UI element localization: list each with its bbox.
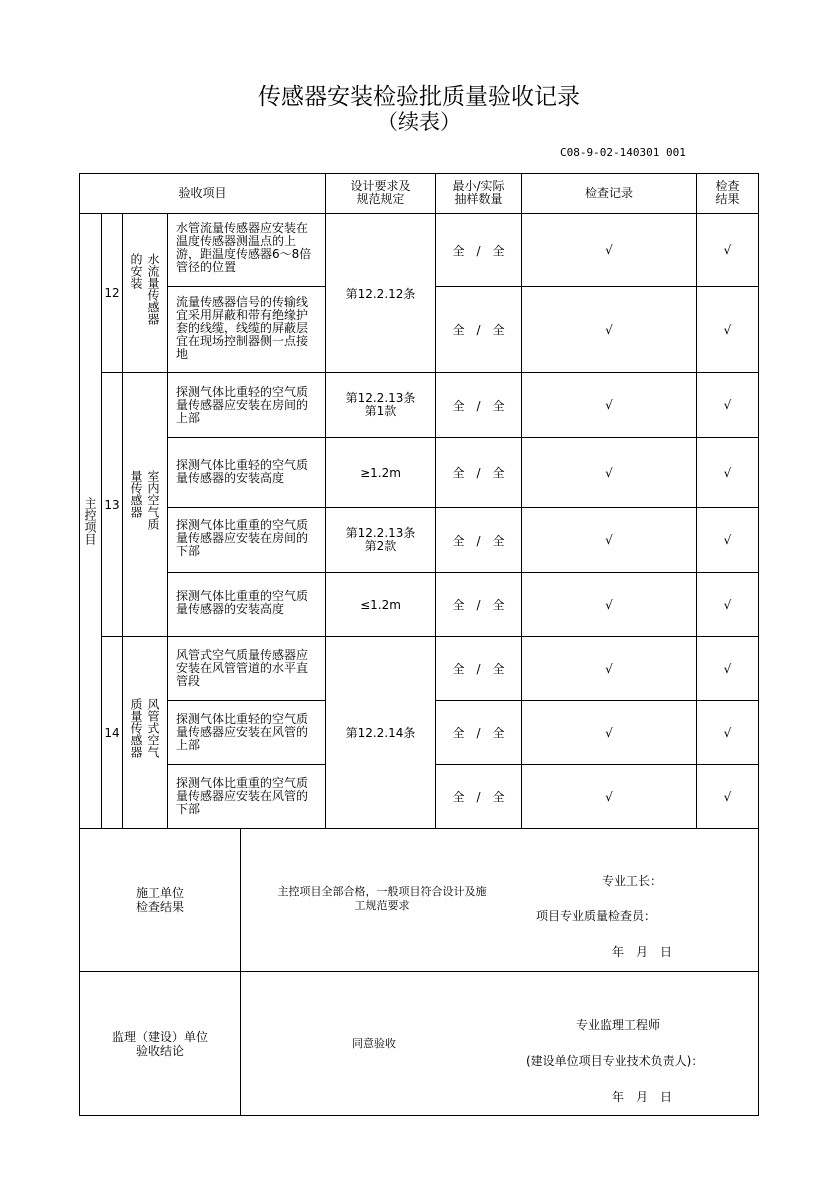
- spec-cell: 第12.2.14条: [345, 726, 416, 740]
- row-sample: 全 / 全: [452, 398, 505, 413]
- spec-cell: 第12.2.13条 第1款: [345, 391, 416, 418]
- row-record: √: [605, 725, 613, 740]
- row-result: √: [723, 533, 732, 547]
- row-sample: 全 / 全: [452, 323, 505, 337]
- row-record: √: [605, 322, 613, 337]
- row-record: √: [605, 533, 613, 547]
- row-result: √: [723, 322, 732, 337]
- page-title: 传感器安装检验批质量验收记录: [258, 84, 580, 110]
- row-sample: 全 / 全: [452, 662, 505, 676]
- row-result: √: [723, 725, 732, 740]
- row-result: √: [723, 243, 732, 257]
- row-result: √: [723, 661, 732, 676]
- construction-foreman: 专业工长：: [602, 874, 663, 888]
- supervision-label: 监理（建设）单位 验收结论: [111, 1029, 208, 1058]
- row-record: √: [605, 661, 613, 676]
- group-no: 14: [104, 725, 120, 740]
- row-desc: 探测气体比重轻的空气质量传感器应安装在房间的上部: [176, 385, 309, 425]
- main-control-label: 主控项目: [83, 497, 97, 545]
- group-name: 水流量传感器的安装: [129, 253, 160, 325]
- supervision-date: 年 月 日: [612, 1090, 673, 1104]
- row-sample: 全 / 全: [452, 726, 505, 740]
- row-record: √: [605, 243, 613, 257]
- row-record: √: [605, 398, 613, 412]
- row-desc: 流量传感器信号的传输线宜采用屏蔽和带有绝缘护套的线缆，线缆的屏蔽层宜在现场控制器侧一点接地: [176, 295, 309, 361]
- header-record: 检查记录: [584, 186, 633, 200]
- construction-date: 年 月 日: [612, 945, 673, 959]
- group-name: 室内空气质量传感器: [129, 469, 160, 530]
- row-desc: 探测气体比重重的空气质量传感器应安装在房间的下部: [176, 518, 309, 558]
- spec-cell: ≥1.2m: [360, 465, 401, 480]
- spec-cell: ≤1.2m: [360, 597, 401, 612]
- row-sample: 全 / 全: [452, 533, 505, 548]
- supervision-text: 同意验收: [352, 1037, 396, 1050]
- construction-text: 主控项目全部合格，一般项目符合设计及施 工规范要求: [277, 885, 487, 912]
- row-sample: 全 / 全: [452, 790, 505, 804]
- row-result: √: [723, 398, 732, 412]
- row-sample: 全 / 全: [452, 598, 505, 612]
- row-desc: 探测气体比重重的空气质量传感器的安装高度: [176, 589, 309, 616]
- supervision-engineer: 专业监理工程师: [576, 1018, 661, 1032]
- row-record: √: [605, 789, 613, 804]
- row-result: √: [723, 597, 732, 612]
- document-code: C08-9-02-140301 001: [560, 146, 686, 159]
- row-sample: 全 / 全: [452, 466, 505, 480]
- group-name-cell: [123, 637, 167, 828]
- row-result: √: [723, 789, 732, 804]
- row-desc: 探测气体比重轻的空气质量传感器的安装高度: [176, 458, 309, 485]
- row-record: √: [605, 597, 613, 612]
- group-name-cell: [123, 373, 167, 636]
- spec-cell: 第12.2.13条 第2款: [345, 526, 416, 553]
- header-sample: 最小/实际 抽样数量: [452, 179, 505, 206]
- header-item: 验收项目: [178, 186, 227, 200]
- row-desc: 风管式空气质量传感器应安装在风管管道的水平直管段: [176, 648, 309, 688]
- row-record: √: [605, 465, 613, 480]
- row-desc: 探测气体比重轻的空气质量传感器应安装在风管的上部: [176, 712, 309, 752]
- header-design: 设计要求及 规范规定: [350, 179, 411, 206]
- main-control-cell: [80, 214, 101, 828]
- row-result: √: [723, 465, 732, 480]
- header-result: 检查 结果: [715, 179, 740, 206]
- row-desc: 探测气体比重重的空气质量传感器应安装在风管的下部: [176, 776, 309, 816]
- group-name-cell: [123, 214, 167, 372]
- construction-inspector: 项目专业质量检查员：: [536, 909, 657, 923]
- row-sample: 全 / 全: [452, 243, 505, 258]
- group-name: 风管式空气质量传感器: [129, 697, 160, 758]
- spec-cell: 第12.2.12条: [345, 286, 416, 301]
- group-no: 13: [104, 497, 120, 512]
- page-subtitle: （续表）: [377, 110, 461, 134]
- row-desc: 水管流量传感器应安装在温度传感器测温点的上游，距温度传感器6～8倍管径的位置: [176, 221, 312, 274]
- supervision-owner: (建设单位项目专业技术负责人)：: [526, 1054, 704, 1068]
- construction-label: 施工单位 检查结果: [135, 886, 184, 914]
- group-no: 12: [104, 286, 120, 300]
